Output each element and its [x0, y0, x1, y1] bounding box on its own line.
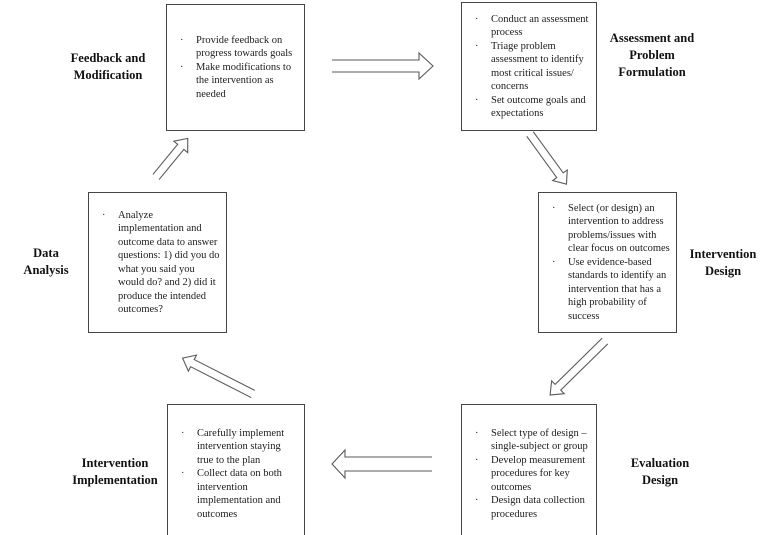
bullet-text: Select (or design) an intervention to address problems/​issues with clear focus on outcomes: [568, 202, 670, 255]
bullet-text: Analyze implementation and outcome data to answer questions: 1) did you do what you said you would do? and 2) did it produce the intended outcomes?: [118, 209, 220, 315]
arrow-assessment-to-intervention-design: [523, 129, 574, 190]
bullet-item: [539, 256, 676, 324]
evaluation-design-label: [605, 455, 715, 489]
bullet-text: Set outcome goals and expectations: [491, 94, 586, 119]
bullet-item: [168, 467, 304, 521]
bullet-item: [539, 202, 676, 256]
bullet-text: Triage problem assessment to identify most critical issues/​concerns: [491, 40, 584, 92]
bullet-text: Carefully implement intervention staying true to the plan: [197, 427, 285, 466]
bullet-text: Provide feedback on progress towards goals: [196, 34, 293, 60]
assessment-problem-formulation-label: [597, 30, 707, 81]
bullet-item: [168, 427, 304, 468]
assessment-problem-formulation-box: [461, 2, 597, 131]
arrow-intervention-design-to-evaluation-design: [544, 335, 612, 402]
bullet-text: Develop measurement procedures for key outcomes: [491, 454, 586, 493]
bullet-item: [89, 209, 226, 317]
label-line: Implementation: [72, 473, 158, 487]
label-line: Problem: [629, 48, 675, 62]
label-line: Design: [704, 264, 742, 278]
label-line: Assessment and: [609, 31, 695, 45]
intervention-implementation-box: [167, 404, 305, 535]
arrow-data-analysis-to-feedback: [149, 133, 195, 183]
data-analysis-box: [88, 192, 227, 333]
bullet-text: Collect data on both intervention implementation and outcomes: [197, 468, 282, 520]
feedback-modification-label: [53, 50, 163, 84]
bullet-item: [462, 40, 596, 94]
label-line: Data: [33, 246, 59, 260]
label-line: Formulation: [618, 65, 686, 79]
bullet-text: Make modifications to the intervention as needed: [196, 61, 292, 100]
label-line: Intervention: [689, 247, 757, 261]
bullet-item: [167, 61, 304, 102]
intervention-design-label: [668, 246, 768, 280]
bullet-item: [462, 427, 596, 454]
label-line: Analysis: [23, 263, 69, 277]
intervention-implementation-label: [60, 455, 170, 489]
evaluation-design-box: [461, 404, 597, 535]
label-line: Intervention: [81, 456, 149, 470]
arrow-implementation-to-data-analysis: [179, 350, 258, 402]
bullet-text: Conduct an assessment process: [491, 13, 589, 38]
label-line: Feedback and: [70, 51, 146, 65]
bullet-text: Select type of design – single-subject or group: [491, 427, 588, 453]
bullet-text: Use evidence-based standards to identify an intervention that has a high probability of success: [568, 256, 667, 322]
arrow-feedback-to-assessment: [332, 53, 433, 79]
arrow-evaluation-design-to-implementation: [332, 450, 432, 478]
data-analysis-label: [0, 245, 101, 279]
label-line: Modification: [73, 68, 143, 82]
label-line: Evaluation: [630, 456, 690, 470]
bullet-item: [462, 94, 596, 121]
bullet-item: [462, 13, 596, 40]
bullet-item: [462, 454, 596, 495]
label-line: Design: [641, 473, 679, 487]
feedback-modification-box: [166, 4, 305, 131]
bullet-text: Design data collection procedures: [491, 495, 585, 520]
intervention-design-box: [538, 192, 677, 333]
bullet-item: [462, 494, 596, 521]
bullet-item: [167, 34, 304, 61]
